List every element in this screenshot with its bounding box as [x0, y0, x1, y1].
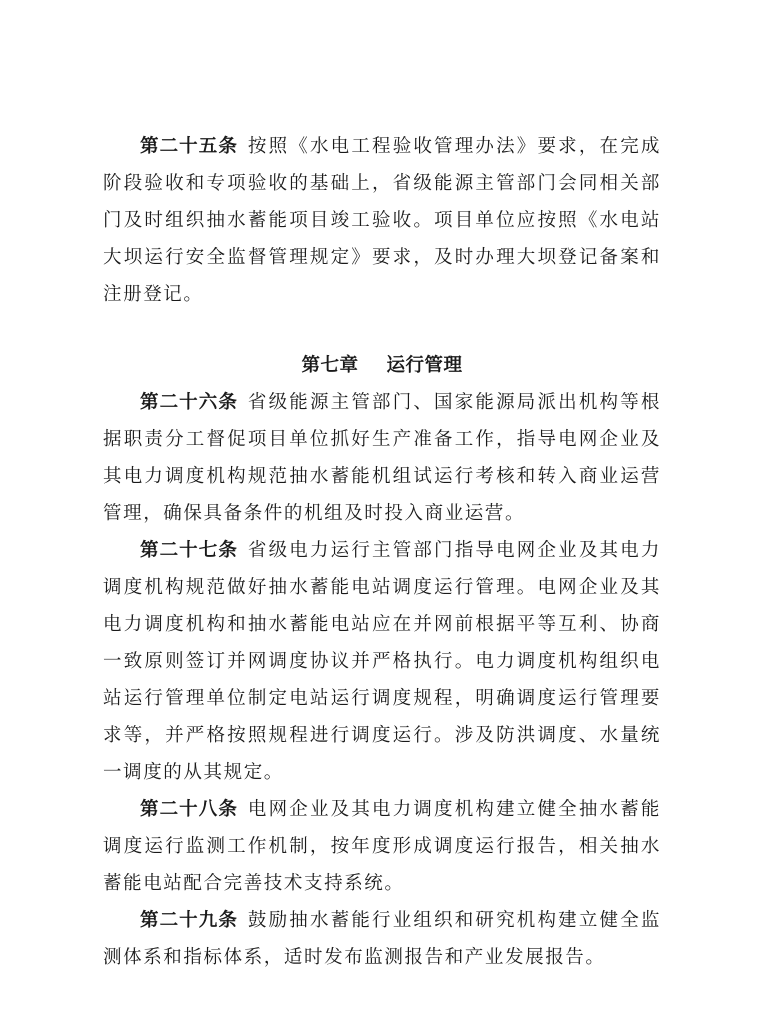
- article-text: 电网企业及其电力调度机构建立健全抽水蓄能调度运行监测工作机制，按年度形成调度运行报告，相关抽水蓄能电站配合完善技术支持系统。: [103, 799, 661, 894]
- article-text: 按照《水电工程验收管理办法》要求，在完成阶段验收和专项验收的基础上，省级能源主管部门会同相关部门及时组织抽水蓄能项目竣工验收。项目单位应按照《水电站大坝运行安全监督管理规定》要求，及时办理大坝登记备案和注册登记。: [103, 136, 661, 305]
- article-label: 第二十五条: [140, 136, 238, 157]
- article-text: 鼓励抽水蓄能行业组织和研究机构建立健全监测体系和指标体系，适时发布监测报告和产业发展报告。: [103, 910, 661, 968]
- article-text: 省级能源主管部门、国家能源局派出机构等根据职责分工督促项目单位抓好生产准备工作，指导电网企业及其电力调度机构规范抽水蓄能机组试运行考核和转入商业运营管理，确保具备条件的机组及时投入商业运营。: [103, 392, 661, 524]
- article-26: [103, 384, 661, 532]
- chapter-title: 运行管理: [386, 355, 463, 376]
- article-text: 省级电力运行主管部门指导电网企业及其电力调度机构规范做好抽水蓄能电站调度运行管理。电网企业及其电力调度机构和抽水蓄能电站应在并网前根据平等互利、协商一致原则签订并网调度协议并严格执行。电力调度机构组织电站运行管理单位制定电站运行调度规程，明确调度运行管理要求等，并严格按照规程进行调度运行。涉及防洪调度、水量统一调度的从其规定。: [103, 540, 661, 783]
- chapter-number: 第七章: [301, 355, 359, 376]
- document-page: [103, 128, 661, 976]
- article-label: 第二十六条: [140, 392, 238, 413]
- article-29: [103, 902, 661, 976]
- chapter-heading: [103, 347, 661, 384]
- article-label: 第二十九条: [140, 910, 238, 931]
- article-28: [103, 791, 661, 902]
- article-25: [103, 128, 661, 313]
- article-27: [103, 532, 661, 791]
- article-label: 第二十七条: [140, 540, 238, 561]
- article-label: 第二十八条: [140, 799, 238, 820]
